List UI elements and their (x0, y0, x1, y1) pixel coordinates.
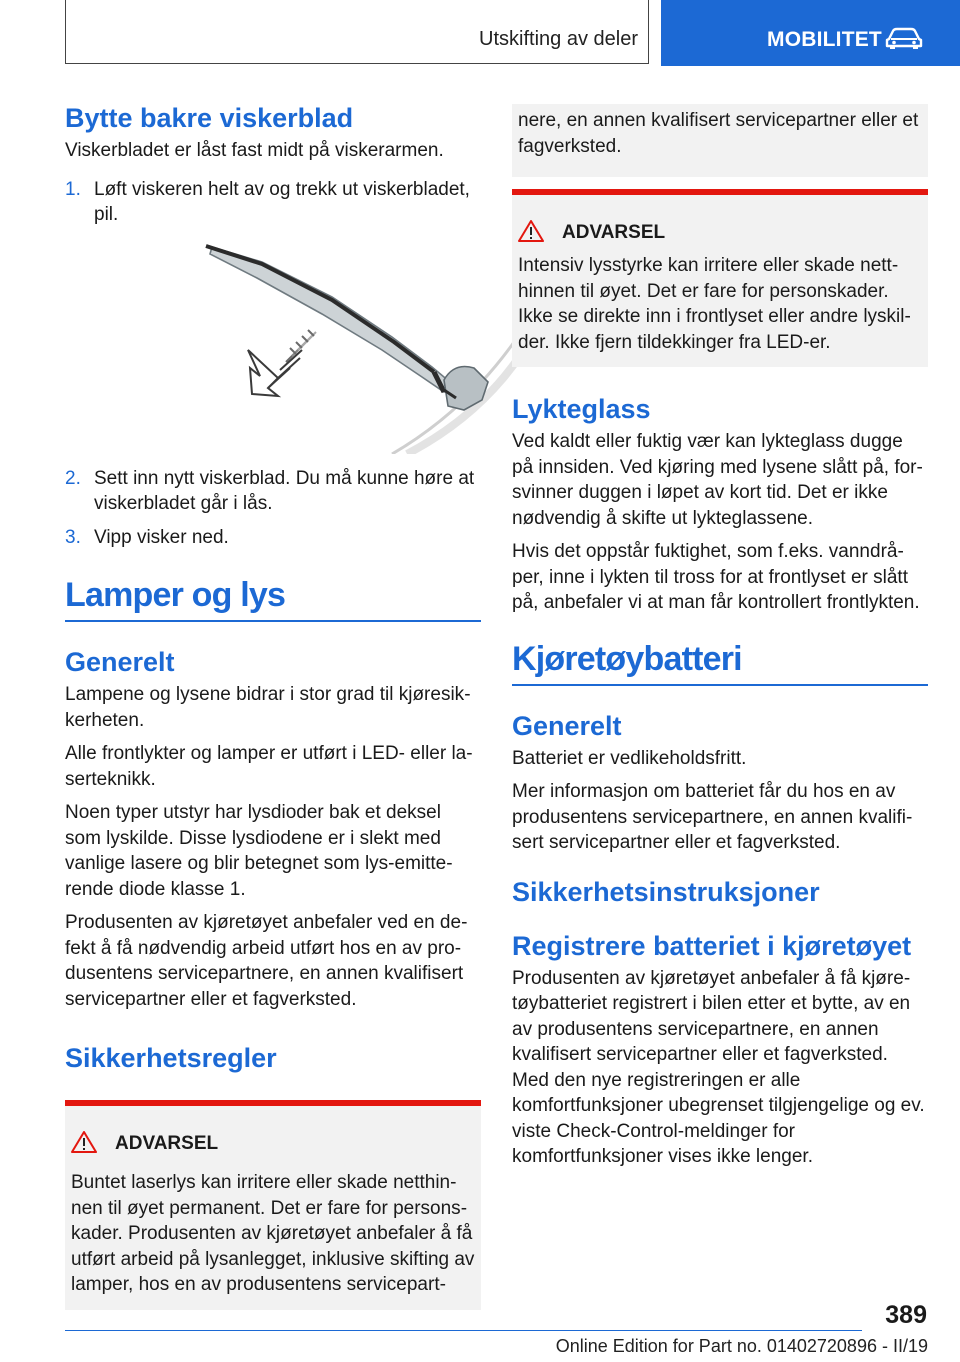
step-text: Løft viskeren helt av og trekk ut viskerbladet, pil. (94, 178, 470, 225)
safety-heading: Sikkerhetsregler (65, 1043, 277, 1073)
paragraph: Ved kaldt eller fuktig vær kan lykteglass dugge på innsiden. Ved kjøring med lysene slått på, forsvinner duggen i løpet av kort tid. Det er ikke nødvendig å skifte ut lykteglassene. (512, 431, 923, 529)
page-header (0, 0, 960, 66)
warning-text-continued: nere, en annen kvalifisert servicepartner eller et fagverksted. (518, 110, 919, 157)
wiper-illustration (182, 242, 540, 454)
section-title: Utskifting av deler (479, 28, 638, 50)
step-3 (65, 525, 481, 551)
warning-triangle-icon (71, 1130, 97, 1154)
warning-box-led (512, 189, 928, 367)
step-number: 1. (65, 178, 81, 200)
footer-rule (65, 1330, 862, 1331)
battery-heading: Kjøretøybatteri (512, 639, 742, 678)
right-column (512, 104, 928, 1170)
warning-box-continued (512, 104, 928, 177)
arrow-icon (248, 330, 316, 396)
warning-title (115, 1132, 475, 1156)
wiper-drawing (182, 242, 540, 454)
lamps-heading: Lamper og lys (65, 576, 286, 614)
safety-instructions-heading: Sikkerhetsinstruksjoner (512, 876, 820, 907)
heading-rule (512, 684, 928, 686)
warning-title (562, 221, 922, 245)
left-column (65, 100, 481, 1310)
step-number: 3. (65, 526, 81, 548)
edition-text: Online Edition for Part no. 01402720896 - II/19 (555, 1336, 928, 1356)
register-battery-heading: Registrere batteriet i kjøretøyet (512, 930, 912, 961)
warning-label: ADVARSEL (115, 1133, 219, 1154)
paragraph: Batteriet er vedlikeholdsfritt. (512, 747, 747, 769)
paragraph: Mer informasjon om batteriet får du hos en av produsentens servicepartnere, en annen kvalifisert servicepartner eller et fagverksted. (512, 781, 913, 853)
step-text: Sett inn nytt viskerblad. Du må kunne høre at viskerbladet går i lås. (94, 467, 475, 514)
page-footer (0, 1290, 960, 1362)
paragraph: Lampene og lysene bidrar i stor grad til kjøresikkerheten. (65, 684, 471, 731)
chapter-tab (661, 0, 960, 66)
chapter-title: MOBILITET (767, 28, 882, 51)
warning-label: ADVARSEL (562, 222, 666, 243)
warning-box-laser (65, 1100, 481, 1310)
battery-general-heading: Generelt (512, 710, 622, 741)
warning-text: Buntet laserlys kan irritere eller skade netthinnen til øyet permanent. Det er fare for personskader. Produsenten av kjøretøyet anbefaler å få utført arbeid på lysanlegget, inklusive skifting av lamper, hos en av produsentens servicepart- (71, 1172, 475, 1295)
warning-triangle-icon (518, 219, 544, 243)
step-number: 2. (65, 467, 81, 489)
heading-rule (65, 620, 481, 622)
page-number: 389 (885, 1301, 927, 1329)
paragraph: Produsenten av kjøretøyet anbefaler å få kjøretøybatteriet registrert i bilen etter et bytte, av en av produsentens servicepartnere, en annen kvalifisert servicepartner eller et fagverksted. Med den nye registreringen er alle komfortfunksjoner ubegrenset tilgjengelige og ev. viste Check-Control-meldinger for komfortfunksjoner vises ikke lenger. (512, 967, 925, 1167)
lens-heading: Lykteglass (512, 394, 651, 424)
wiper-heading: Bytte bakre viskerblad (65, 103, 354, 133)
wiper-intro: Viskerbladet er låst fast midt på viskerarmen. (65, 140, 444, 161)
car-icon (885, 26, 923, 50)
warning-text: Intensiv lysstyrke kan irritere eller skade netthinnen til øyet. Det er fare for personskader. Ikke se direkte inn i frontlyset eller andre lyskilder. Ikke fjern tildekkinger fra LED-er. (518, 255, 911, 353)
step-1 (65, 177, 481, 228)
paragraph: Noen typer utstyr har lysdioder bak et deksel som lyskilde. Disse lysdiodene er i slekt med vanlige lasere og blir betegnet som lys-emitterende diode klasse 1. (65, 802, 453, 900)
step-2 (65, 466, 481, 517)
general-heading: Generelt (65, 647, 175, 677)
paragraph: Hvis det oppstår fuktighet, som f.eks. vanndråper, inne i lykten til tross for at frontlyset er slått på, anbefaler vi at man får kontrollert frontlykten. (512, 541, 920, 613)
step-text: Vipp visker ned. (94, 526, 229, 548)
paragraph: Produsenten av kjøretøyet anbefaler ved en defekt å få nødvendig arbeid utført hos en av produsentens servicepartnere, en annen kvalifisert servicepartner eller et fagverksted. (65, 912, 468, 1010)
paragraph: Alle frontlykter og lamper er utført i LED- eller laserteknikk. (65, 743, 473, 790)
